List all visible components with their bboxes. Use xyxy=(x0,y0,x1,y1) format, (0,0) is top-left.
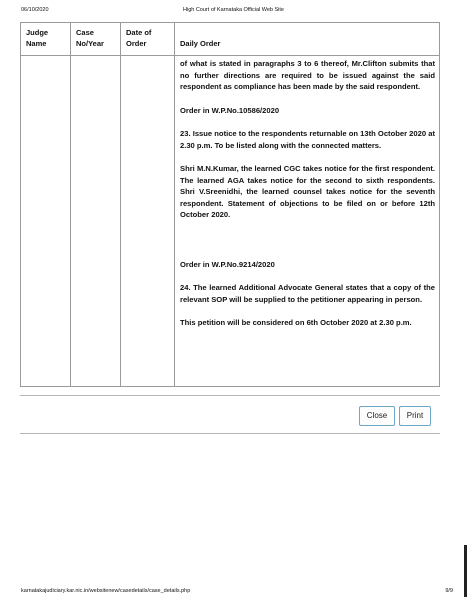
print-header-title: High Court of Karnataka Official Web Site xyxy=(183,7,284,13)
order-paragraph: 23. Issue notice to the respondents returnable on 13th October 2020 at 2.30 p.m. To be listed along with the connected matters. xyxy=(180,129,435,150)
separator-line xyxy=(20,433,440,434)
daily-order-text xyxy=(180,58,435,341)
column-divider xyxy=(70,23,71,386)
column-header-case-no xyxy=(76,27,104,49)
order-paragraph: of what is stated in paragraphs 3 to 6 thereof, Mr.Clifton submits that no further directions are required to be issued against the said respondent as compliance has been made by the said respondent. xyxy=(180,59,435,91)
order-heading: Order in W.P.No.10586/2020 xyxy=(180,105,280,115)
order-heading: Order in W.P.No.9214/2020 xyxy=(180,259,275,269)
column-header-judge-name xyxy=(26,27,48,49)
separator-line xyxy=(20,395,440,396)
column-header-line: Name xyxy=(26,39,47,48)
column-header-line: Daily Order xyxy=(180,39,221,48)
column-divider xyxy=(120,23,121,386)
print-footer-page-number: 9/9 xyxy=(445,588,453,594)
column-header-line: Case xyxy=(76,28,94,37)
print-header-date: 06/10/2020 xyxy=(21,7,49,13)
column-header-line: Date of xyxy=(126,28,152,37)
order-paragraph: This petition will be considered on 6th October 2020 at 2.30 p.m. xyxy=(180,318,412,327)
daily-order-table xyxy=(20,22,440,387)
print-footer-url: karnatakajudiciary.kar.nic.in/websitenew/casedetails/case_details.php xyxy=(21,588,191,594)
order-paragraph: Shri M.N.Kumar, the learned CGC takes notice for the first respondent. The learned AGA takes notice for the second to sixth respondents. Shri V.Sreenidhi, the learned counsel takes notice for the seventh respondent. Statement of objections to be filed on or before 12th October 2020. xyxy=(180,164,435,219)
column-header-date-of-order xyxy=(126,27,151,49)
column-header-line: Judge xyxy=(26,28,49,37)
close-button[interactable]: Close xyxy=(359,406,395,426)
column-header-daily-order xyxy=(180,38,220,49)
print-button[interactable]: Print xyxy=(399,406,431,426)
column-header-line: Order xyxy=(126,39,147,48)
column-divider xyxy=(174,23,175,386)
header-row-divider xyxy=(21,55,439,56)
column-header-line: No/Year xyxy=(76,39,104,48)
order-paragraph: 24. The learned Additional Advocate General states that a copy of the relevant SOP will be supplied to the petitioner appearing in person. xyxy=(180,283,435,304)
